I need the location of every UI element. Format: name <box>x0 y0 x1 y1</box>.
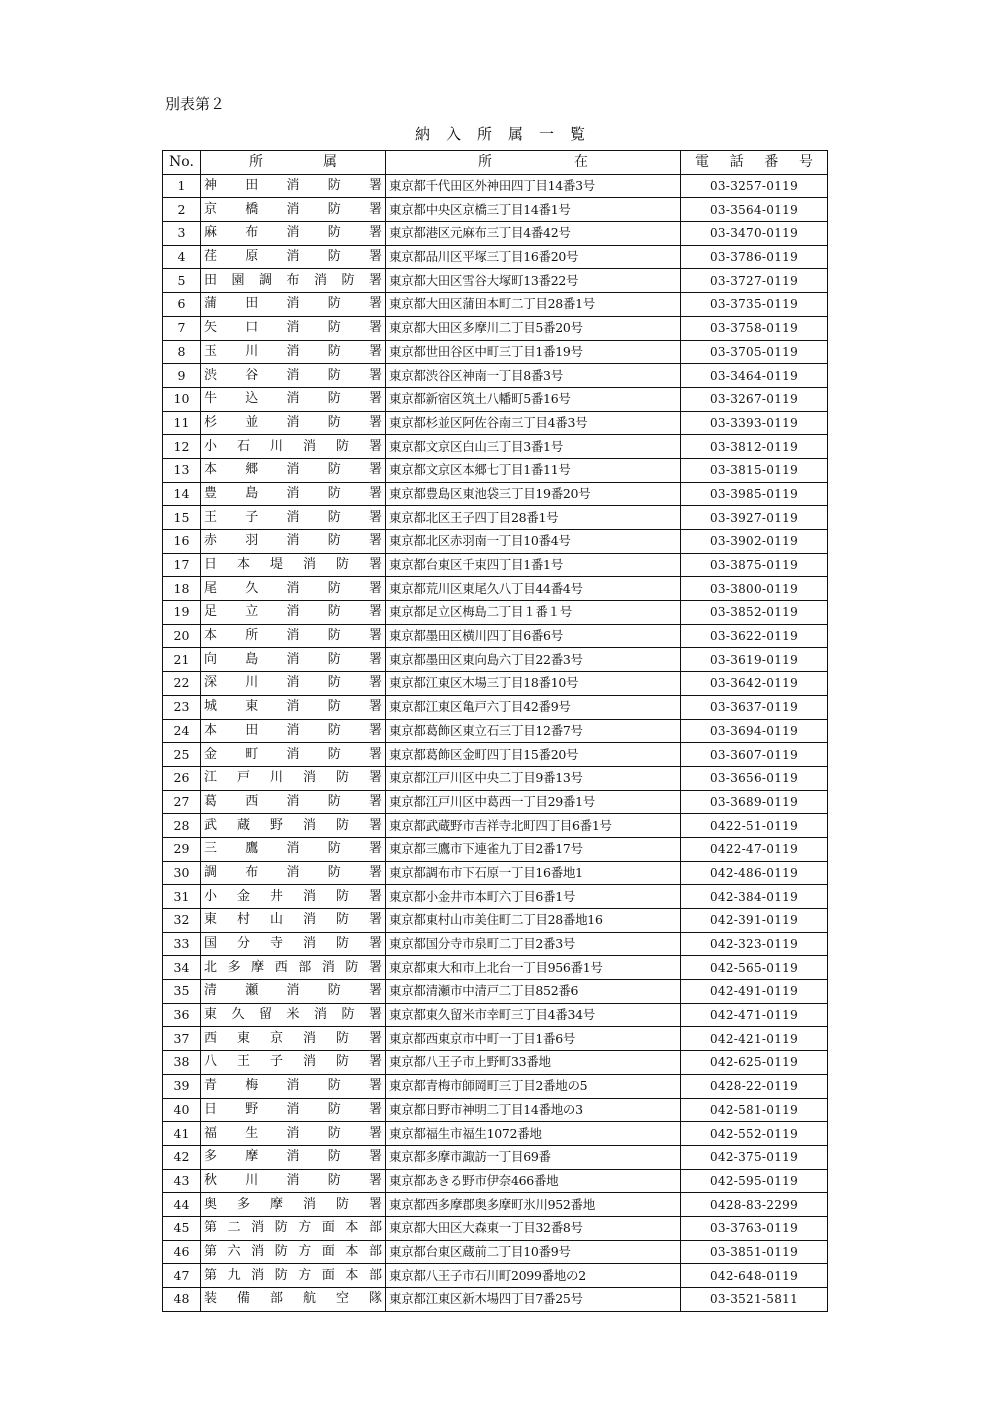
row-number-cell: 38 <box>163 1051 201 1075</box>
table-row <box>163 1074 828 1098</box>
table-row <box>163 411 828 435</box>
table-row <box>163 364 828 388</box>
row-number-cell: 48 <box>163 1288 201 1312</box>
row-number-cell: 46 <box>163 1240 201 1264</box>
address-cell: 東京都江東区亀戸六丁目42番9号 <box>386 695 681 719</box>
table-row <box>163 932 828 956</box>
row-number-cell: 41 <box>163 1122 201 1146</box>
phone-number-cell: 03-3815-0119 <box>681 458 828 482</box>
table-row <box>163 482 828 506</box>
row-number-cell: 33 <box>163 932 201 956</box>
department-name-cell: 足立消防署 <box>201 601 386 625</box>
phone-number-cell: 042-648-0119 <box>681 1264 828 1288</box>
row-number-cell: 37 <box>163 1027 201 1051</box>
phone-number-cell: 03-3656-0119 <box>681 766 828 790</box>
phone-number-cell: 03-3689-0119 <box>681 790 828 814</box>
row-number-cell: 4 <box>163 245 201 269</box>
row-number-cell: 16 <box>163 530 201 554</box>
table-row <box>163 1098 828 1122</box>
row-number-cell: 26 <box>163 766 201 790</box>
department-name-cell: 福生消防署 <box>201 1122 386 1146</box>
row-number-cell: 5 <box>163 269 201 293</box>
row-number-cell: 25 <box>163 743 201 767</box>
department-name-cell: 赤羽消防署 <box>201 530 386 554</box>
address-cell: 東京都国分寺市泉町二丁目2番3号 <box>386 932 681 956</box>
row-number-cell: 47 <box>163 1264 201 1288</box>
department-name-cell: 武蔵野消防署 <box>201 814 386 838</box>
address-cell: 東京都江戸川区中葛西一丁目29番1号 <box>386 790 681 814</box>
table-row <box>163 293 828 317</box>
department-name-cell: 多摩消防署 <box>201 1145 386 1169</box>
row-number-cell: 43 <box>163 1169 201 1193</box>
table-row <box>163 814 828 838</box>
phone-number-cell: 03-3852-0119 <box>681 601 828 625</box>
department-name-cell: 八王子消防署 <box>201 1051 386 1075</box>
row-number-cell: 28 <box>163 814 201 838</box>
phone-number-cell: 03-3758-0119 <box>681 316 828 340</box>
row-number-cell: 34 <box>163 956 201 980</box>
phone-number-cell: 03-3622-0119 <box>681 624 828 648</box>
row-number-cell: 45 <box>163 1216 201 1240</box>
row-number-cell: 20 <box>163 624 201 648</box>
table-row <box>163 1003 828 1027</box>
address-cell: 東京都豊島区東池袋三丁目19番20号 <box>386 482 681 506</box>
column-header-tel: 電話番号 <box>681 151 828 175</box>
table-row <box>163 624 828 648</box>
phone-number-cell: 03-3851-0119 <box>681 1240 828 1264</box>
row-number-cell: 17 <box>163 553 201 577</box>
department-name-cell: 小石川消防署 <box>201 435 386 459</box>
phone-number-cell: 042-375-0119 <box>681 1145 828 1169</box>
document-title: 納入所属一覧 <box>414 125 601 143</box>
address-cell: 東京都東大和市上北台一丁目956番1号 <box>386 956 681 980</box>
department-name-cell: 神田消防署 <box>201 174 386 198</box>
phone-number-cell: 0428-83-2299 <box>681 1193 828 1217</box>
table-row <box>163 980 828 1004</box>
department-name-cell: 深川消防署 <box>201 672 386 696</box>
table-row <box>163 861 828 885</box>
phone-number-cell: 042-581-0119 <box>681 1098 828 1122</box>
row-number-cell: 42 <box>163 1145 201 1169</box>
row-number-cell: 23 <box>163 695 201 719</box>
row-number-cell: 31 <box>163 885 201 909</box>
phone-number-cell: 042-384-0119 <box>681 885 828 909</box>
table-row <box>163 458 828 482</box>
address-cell: 東京都荒川区東尾久八丁目44番4号 <box>386 577 681 601</box>
department-name-cell: 尾久消防署 <box>201 577 386 601</box>
department-name-cell: 京橋消防署 <box>201 198 386 222</box>
phone-number-cell: 03-3927-0119 <box>681 506 828 530</box>
phone-number-cell: 03-3786-0119 <box>681 245 828 269</box>
department-name-cell: 青梅消防署 <box>201 1074 386 1098</box>
department-name-cell: 国分寺消防署 <box>201 932 386 956</box>
phone-number-cell: 03-3800-0119 <box>681 577 828 601</box>
table-row <box>163 1145 828 1169</box>
table-row <box>163 601 828 625</box>
address-cell: 東京都文京区白山三丁目3番1号 <box>386 435 681 459</box>
address-cell: 東京都あきる野市伊奈466番地 <box>386 1169 681 1193</box>
address-cell: 東京都八王子市石川町2099番地の2 <box>386 1264 681 1288</box>
phone-number-cell: 042-486-0119 <box>681 861 828 885</box>
department-name-cell: 調布消防署 <box>201 861 386 885</box>
address-cell: 東京都江東区新木場四丁目7番25号 <box>386 1288 681 1312</box>
address-cell: 東京都調布市下石原一丁目16番地1 <box>386 861 681 885</box>
table-row <box>163 790 828 814</box>
table-row <box>163 316 828 340</box>
department-name-cell: 西東京消防署 <box>201 1027 386 1051</box>
row-number-cell: 21 <box>163 648 201 672</box>
row-number-cell: 7 <box>163 316 201 340</box>
address-cell: 東京都清瀬市中清戸二丁目852番6 <box>386 980 681 1004</box>
phone-number-cell: 042-471-0119 <box>681 1003 828 1027</box>
address-cell: 東京都葛飾区東立石三丁目12番7号 <box>386 719 681 743</box>
row-number-cell: 32 <box>163 909 201 933</box>
row-number-cell: 19 <box>163 601 201 625</box>
row-number-cell: 10 <box>163 387 201 411</box>
row-number-cell: 9 <box>163 364 201 388</box>
address-cell: 東京都品川区平塚三丁目16番20号 <box>386 245 681 269</box>
row-number-cell: 40 <box>163 1098 201 1122</box>
table-row <box>163 1051 828 1075</box>
table-row <box>163 648 828 672</box>
phone-number-cell: 042-595-0119 <box>681 1169 828 1193</box>
department-name-cell: 麻布消防署 <box>201 222 386 246</box>
department-name-cell: 秋川消防署 <box>201 1169 386 1193</box>
department-name-cell: 第六消防方面本部 <box>201 1240 386 1264</box>
table-row <box>163 1169 828 1193</box>
table-row <box>163 174 828 198</box>
department-name-cell: 東久留米消防署 <box>201 1003 386 1027</box>
address-cell: 東京都千代田区外神田四丁目14番3号 <box>386 174 681 198</box>
department-name-cell: 荏原消防署 <box>201 245 386 269</box>
address-cell: 東京都小金井市本町六丁目6番1号 <box>386 885 681 909</box>
table-row <box>163 1264 828 1288</box>
row-number-cell: 14 <box>163 482 201 506</box>
row-number-cell: 12 <box>163 435 201 459</box>
address-cell: 東京都多摩市諏訪一丁目69番 <box>386 1145 681 1169</box>
department-name-cell: 清瀬消防署 <box>201 980 386 1004</box>
row-number-cell: 13 <box>163 458 201 482</box>
phone-number-cell: 042-565-0119 <box>681 956 828 980</box>
phone-number-cell: 0422-51-0119 <box>681 814 828 838</box>
address-cell: 東京都北区赤羽南一丁目10番4号 <box>386 530 681 554</box>
address-cell: 東京都足立区梅島二丁目１番１号 <box>386 601 681 625</box>
phone-number-cell: 03-3642-0119 <box>681 672 828 696</box>
table-row <box>163 245 828 269</box>
phone-number-cell: 03-3607-0119 <box>681 743 828 767</box>
row-number-cell: 1 <box>163 174 201 198</box>
column-header-no: No. <box>163 151 201 175</box>
address-cell: 東京都西多摩郡奥多摩町氷川952番地 <box>386 1193 681 1217</box>
address-cell: 東京都八王子市上野町33番地 <box>386 1051 681 1075</box>
phone-number-cell: 03-3985-0119 <box>681 482 828 506</box>
table-row <box>163 530 828 554</box>
address-cell: 東京都渋谷区神南一丁目8番3号 <box>386 364 681 388</box>
department-name-cell: 東村山消防署 <box>201 909 386 933</box>
table-row <box>163 743 828 767</box>
phone-number-cell: 042-552-0119 <box>681 1122 828 1146</box>
address-cell: 東京都台東区蔵前二丁目10番9号 <box>386 1240 681 1264</box>
table-row <box>163 695 828 719</box>
department-name-cell: 矢口消防署 <box>201 316 386 340</box>
phone-number-cell: 03-3393-0119 <box>681 411 828 435</box>
address-cell: 東京都東村山市美住町二丁目28番地16 <box>386 909 681 933</box>
table-row <box>163 909 828 933</box>
address-cell: 東京都江東区木場三丁目18番10号 <box>386 672 681 696</box>
department-name-cell: 第九消防方面本部 <box>201 1264 386 1288</box>
table-row <box>163 1027 828 1051</box>
department-name-cell: 本所消防署 <box>201 624 386 648</box>
phone-number-cell: 0428-22-0119 <box>681 1074 828 1098</box>
table-row <box>163 1288 828 1312</box>
department-name-cell: 渋谷消防署 <box>201 364 386 388</box>
row-number-cell: 18 <box>163 577 201 601</box>
phone-number-cell: 03-3705-0119 <box>681 340 828 364</box>
address-cell: 東京都大田区蒲田本町二丁目28番1号 <box>386 293 681 317</box>
phone-number-cell: 042-323-0119 <box>681 932 828 956</box>
department-name-cell: 城東消防署 <box>201 695 386 719</box>
row-number-cell: 15 <box>163 506 201 530</box>
phone-number-cell: 042-421-0119 <box>681 1027 828 1051</box>
phone-number-cell: 03-3875-0119 <box>681 553 828 577</box>
phone-number-cell: 03-3735-0119 <box>681 293 828 317</box>
table-row <box>163 435 828 459</box>
department-name-cell: 三鷹消防署 <box>201 837 386 861</box>
address-cell: 東京都大田区多摩川二丁目5番20号 <box>386 316 681 340</box>
column-header-address: 所在 <box>386 151 681 175</box>
phone-number-cell: 03-3812-0119 <box>681 435 828 459</box>
table-row <box>163 1122 828 1146</box>
department-name-cell: 王子消防署 <box>201 506 386 530</box>
address-cell: 東京都北区王子四丁目28番1号 <box>386 506 681 530</box>
table-row <box>163 885 828 909</box>
table-header-row <box>163 151 828 175</box>
department-name-cell: 玉川消防署 <box>201 340 386 364</box>
address-cell: 東京都東久留米市幸町三丁目4番34号 <box>386 1003 681 1027</box>
row-number-cell: 2 <box>163 198 201 222</box>
phone-number-cell: 0422-47-0119 <box>681 837 828 861</box>
address-cell: 東京都三鷹市下連雀九丁目2番17号 <box>386 837 681 861</box>
row-number-cell: 3 <box>163 222 201 246</box>
address-cell: 東京都港区元麻布三丁目4番42号 <box>386 222 681 246</box>
address-cell: 東京都江戸川区中央二丁目9番13号 <box>386 766 681 790</box>
phone-number-cell: 03-3464-0119 <box>681 364 828 388</box>
department-name-cell: 第二消防方面本部 <box>201 1216 386 1240</box>
department-name-cell: 日本堤消防署 <box>201 553 386 577</box>
table-row <box>163 553 828 577</box>
department-name-cell: 杉並消防署 <box>201 411 386 435</box>
address-cell: 東京都台東区千束四丁目1番1号 <box>386 553 681 577</box>
address-cell: 東京都青梅市師岡町三丁目2番地の5 <box>386 1074 681 1098</box>
department-name-cell: 本田消防署 <box>201 719 386 743</box>
department-name-cell: 葛西消防署 <box>201 790 386 814</box>
table-row <box>163 577 828 601</box>
department-name-cell: 本郷消防署 <box>201 458 386 482</box>
row-number-cell: 24 <box>163 719 201 743</box>
department-name-cell: 奥多摩消防署 <box>201 1193 386 1217</box>
address-cell: 東京都葛飾区金町四丁目15番20号 <box>386 743 681 767</box>
row-number-cell: 8 <box>163 340 201 364</box>
department-name-cell: 日野消防署 <box>201 1098 386 1122</box>
phone-number-cell: 03-3763-0119 <box>681 1216 828 1240</box>
address-cell: 東京都中央区京橋三丁目14番1号 <box>386 198 681 222</box>
address-cell: 東京都世田谷区中町三丁目1番19号 <box>386 340 681 364</box>
row-number-cell: 36 <box>163 1003 201 1027</box>
phone-number-cell: 03-3637-0119 <box>681 695 828 719</box>
table-row <box>163 956 828 980</box>
row-number-cell: 30 <box>163 861 201 885</box>
column-header-name: 所属 <box>201 151 386 175</box>
row-number-cell: 44 <box>163 1193 201 1217</box>
department-name-cell: 田園調布消防署 <box>201 269 386 293</box>
table-row <box>163 766 828 790</box>
phone-number-cell: 042-391-0119 <box>681 909 828 933</box>
address-cell: 東京都新宿区筑土八幡町5番16号 <box>386 387 681 411</box>
table-row <box>163 222 828 246</box>
department-name-cell: 金町消防署 <box>201 743 386 767</box>
department-name-cell: 向島消防署 <box>201 648 386 672</box>
address-cell: 東京都西東京市中町一丁目1番6号 <box>386 1027 681 1051</box>
phone-number-cell: 03-3727-0119 <box>681 269 828 293</box>
phone-number-cell: 03-3257-0119 <box>681 174 828 198</box>
address-cell: 東京都文京区本郷七丁目1番11号 <box>386 458 681 482</box>
table-row <box>163 719 828 743</box>
address-cell: 東京都墨田区横川四丁目6番6号 <box>386 624 681 648</box>
address-cell: 東京都福生市福生1072番地 <box>386 1122 681 1146</box>
table-row <box>163 672 828 696</box>
document-label: 別表第２ <box>165 95 226 113</box>
department-name-cell: 装備部航空隊 <box>201 1288 386 1312</box>
phone-number-cell: 042-491-0119 <box>681 980 828 1004</box>
row-number-cell: 22 <box>163 672 201 696</box>
row-number-cell: 6 <box>163 293 201 317</box>
department-name-cell: 牛込消防署 <box>201 387 386 411</box>
address-cell: 東京都日野市神明二丁目14番地の3 <box>386 1098 681 1122</box>
department-name-cell: 江戸川消防署 <box>201 766 386 790</box>
phone-number-cell: 03-3694-0119 <box>681 719 828 743</box>
table-row <box>163 340 828 364</box>
address-cell: 東京都大田区雪谷大塚町13番22号 <box>386 269 681 293</box>
row-number-cell: 27 <box>163 790 201 814</box>
row-number-cell: 11 <box>163 411 201 435</box>
table-row <box>163 198 828 222</box>
table-row <box>163 387 828 411</box>
row-number-cell: 39 <box>163 1074 201 1098</box>
department-name-cell: 豊島消防署 <box>201 482 386 506</box>
table-row <box>163 269 828 293</box>
phone-number-cell: 03-3564-0119 <box>681 198 828 222</box>
table-row <box>163 837 828 861</box>
phone-number-cell: 03-3470-0119 <box>681 222 828 246</box>
delivery-department-table <box>162 150 828 1312</box>
department-name-cell: 北多摩西部消防署 <box>201 956 386 980</box>
table-row <box>163 1193 828 1217</box>
phone-number-cell: 042-625-0119 <box>681 1051 828 1075</box>
phone-number-cell: 03-3619-0119 <box>681 648 828 672</box>
row-number-cell: 29 <box>163 837 201 861</box>
address-cell: 東京都墨田区東向島六丁目22番3号 <box>386 648 681 672</box>
address-cell: 東京都大田区大森東一丁目32番8号 <box>386 1216 681 1240</box>
table-row <box>163 1240 828 1264</box>
table-row <box>163 506 828 530</box>
phone-number-cell: 03-3267-0119 <box>681 387 828 411</box>
department-name-cell: 蒲田消防署 <box>201 293 386 317</box>
department-name-cell: 小金井消防署 <box>201 885 386 909</box>
table-row <box>163 1216 828 1240</box>
address-cell: 東京都武蔵野市吉祥寺北町四丁目6番1号 <box>386 814 681 838</box>
phone-number-cell: 03-3902-0119 <box>681 530 828 554</box>
row-number-cell: 35 <box>163 980 201 1004</box>
phone-number-cell: 03-3521-5811 <box>681 1288 828 1312</box>
address-cell: 東京都杉並区阿佐谷南三丁目4番3号 <box>386 411 681 435</box>
